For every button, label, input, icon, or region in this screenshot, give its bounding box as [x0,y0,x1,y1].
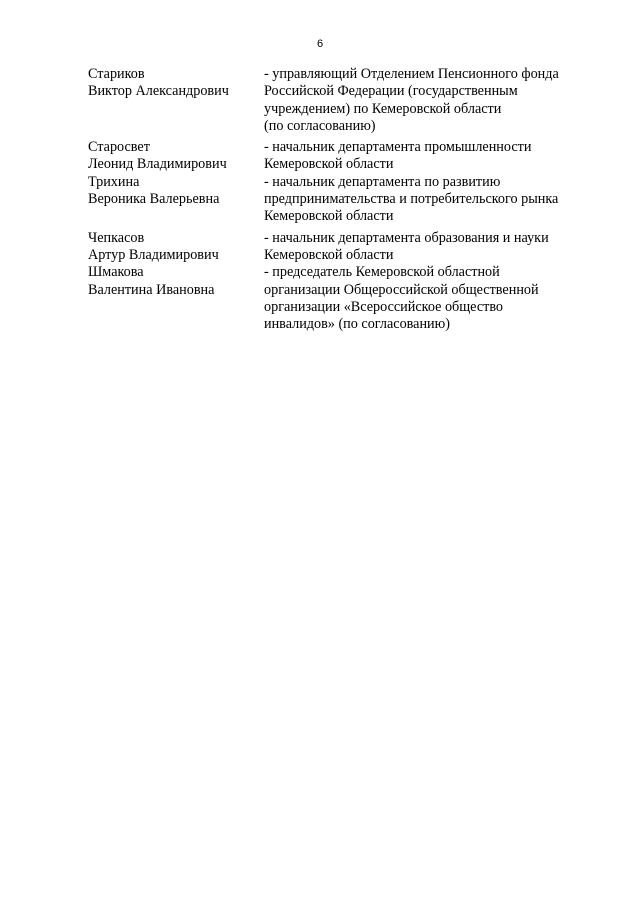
role-line: (по согласованию) [264,117,376,134]
member-role [264,139,588,174]
role-line: - председатель Кемеровской областной [264,264,500,281]
member-surname: Стариков [88,66,145,82]
member-name [88,139,264,174]
role-line: Кемеровской области [264,246,394,263]
member-role [264,264,588,333]
member-surname: Чепкасов [88,229,145,246]
role-line: учреждением) по Кемеровской области [264,100,502,117]
member-surname: Трихина [88,173,140,190]
member-given-name: Виктор Александрович [88,83,229,100]
member-role [264,174,588,226]
role-line: организации Общероссийской общественной [264,281,539,298]
member-entry [88,66,588,135]
member-given-name: Вероника Валерьевна [88,191,220,208]
member-surname: Старосвет [88,139,150,156]
member-entry [88,264,588,333]
member-entry [88,174,588,226]
member-name [88,174,264,226]
member-list [88,66,588,333]
member-name [88,230,264,265]
role-line: Кемеровской области [264,208,394,225]
role-line: Российской Федерации (государственным [264,83,518,100]
role-line: организации «Всероссийское общество [264,298,504,315]
role-line: - начальник департамента образования и науки [264,229,549,246]
role-line: - управляющий Отделением Пенсионного фонда [264,66,559,82]
member-surname: Шмакова [88,264,144,281]
member-entry [88,230,588,265]
role-line: предпринимательства и потребительского рынка [264,191,559,208]
role-line: инвалидов» (по согласованию) [264,316,450,333]
member-given-name: Валентина Ивановна [88,281,215,298]
member-role [264,230,588,265]
member-entry [88,139,588,174]
member-given-name: Леонид Владимирович [88,156,227,173]
member-name [88,66,264,135]
role-line: - начальник департамента по развитию [264,173,501,190]
member-given-name: Артур Владимирович [88,246,219,263]
role-line: - начальник департамента промышленности [264,139,532,156]
member-role [264,66,588,135]
role-line: Кемеровской области [264,156,394,173]
member-name [88,264,264,333]
page-number: 6 [316,38,324,50]
